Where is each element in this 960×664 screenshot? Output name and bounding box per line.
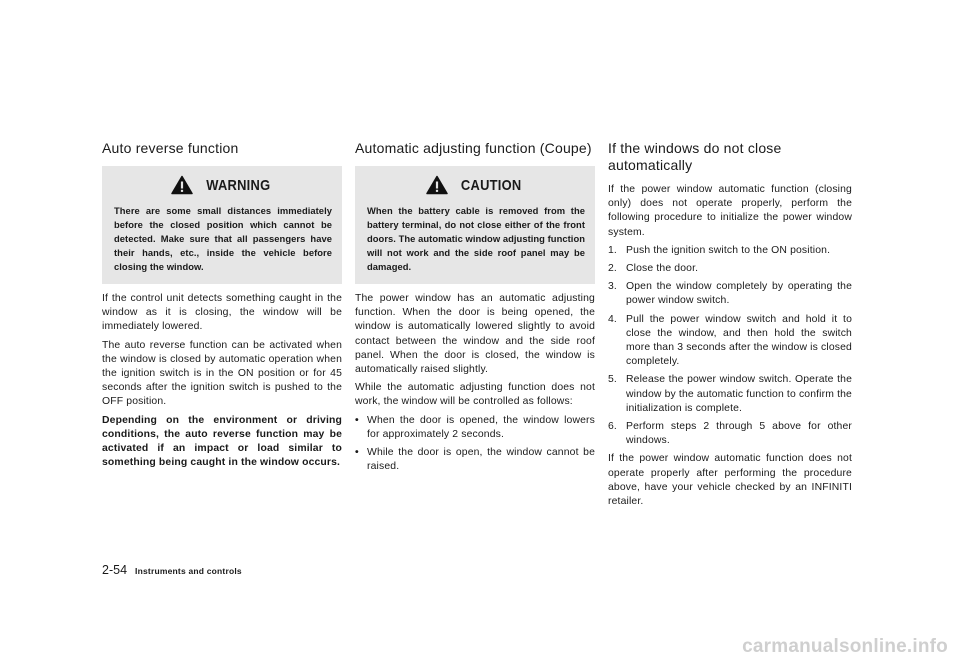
step-text: Push the ignition switch to the ON position. <box>626 244 831 256</box>
caution-header <box>367 175 585 195</box>
step-text: Close the door. <box>626 263 699 275</box>
caution-triangle-icon <box>426 175 448 195</box>
paragraph: If the control unit detects something caught in the window as it is closing, the window will be immediately lowered. <box>102 293 342 333</box>
column-windows-not-close <box>608 140 852 513</box>
heading-auto-reverse: Auto reverse function <box>102 140 239 156</box>
paragraph-bold: Depending on the environment or driving conditions, the auto reverse function may be activated if an impact or load similar to something being caught in the window occurs. <box>102 414 342 469</box>
section-name: Instruments and controls <box>135 566 242 576</box>
warning-header <box>114 175 332 195</box>
step-text: Release the power window switch. Operate the window by the automatic function to confirm the initialization is complete. <box>626 374 852 414</box>
page-number: 2-54 <box>102 563 128 577</box>
step-number: 4. <box>608 313 617 325</box>
page-footer <box>102 563 242 577</box>
warning-triangle-icon <box>171 175 193 195</box>
warning-text: There are some small distances immediately before the closed position which cannot be detected. Make sure that all passengers have their hands, etc., inside the vehicle before closing the window. <box>114 205 332 272</box>
list-item <box>608 373 852 416</box>
step-number: 6. <box>608 421 617 433</box>
paragraph: While the automatic adjusting function does not work, the window will be controlled as follows: <box>355 382 595 408</box>
list-item <box>608 313 852 370</box>
caution-title: CAUTION <box>460 176 522 194</box>
list-item <box>355 446 595 474</box>
list-item <box>608 280 852 308</box>
step-number: 5. <box>608 374 617 386</box>
paragraph: If the power window automatic function (closing only) does not operate properly, perform the following procedure to initialize the power window system. <box>608 184 852 238</box>
list-item <box>608 244 852 258</box>
caution-box <box>355 166 595 284</box>
paragraph: The auto reverse function can be activated when the window is closed by automatic operation when the ignition switch is in the ON position or for 45 seconds after the ignition switch is pushed to the OFF position. <box>102 339 342 408</box>
list-item-text: While the door is open, the window cannot be raised. <box>367 447 595 473</box>
warning-box <box>102 166 342 284</box>
column-automatic-adjusting <box>355 140 595 478</box>
step-text: Perform steps 2 through 5 above for other windows. <box>626 421 852 447</box>
watermark: carmanualsonline.info <box>742 636 948 657</box>
heading-automatic-adjusting: Automatic adjusting function (Coupe) <box>355 140 592 156</box>
step-number: 1. <box>608 244 617 256</box>
bullet-marker: • <box>355 447 359 459</box>
paragraph: If the power window automatic function does not operate properly after performing the procedure above, have your vehicle checked by an INFINITI retailer. <box>608 453 852 508</box>
bullet-marker: • <box>355 414 359 426</box>
list-item <box>608 420 852 448</box>
column-auto-reverse <box>102 140 342 474</box>
list-item-text: When the door is opened, the window lowers for approximately 2 seconds. <box>367 414 595 440</box>
warning-title: WARNING <box>205 176 271 194</box>
step-number: 2. <box>608 263 617 275</box>
heading-windows-not-close: If the windows do not close automatically <box>608 140 782 173</box>
list-item <box>608 262 852 276</box>
step-text: Open the window completely by operating the power window switch. <box>626 281 852 307</box>
list-item <box>355 414 595 442</box>
paragraph: The power window has an automatic adjusting function. When the door is being opened, the window is automatically lowered slightly to avoid contact between the window and the side roof panel. When the door is closed, the window is automatically raised slightly. <box>355 293 595 376</box>
step-text: Pull the power window switch and hold it to close the window, and then hold the switch more than 3 seconds after the window is closed completely. <box>626 313 852 368</box>
step-number: 3. <box>608 281 617 293</box>
caution-text: When the battery cable is removed from the battery terminal, do not close either of the front doors. The automatic window adjusting function will not work and the side roof panel may be damaged. <box>367 205 585 272</box>
